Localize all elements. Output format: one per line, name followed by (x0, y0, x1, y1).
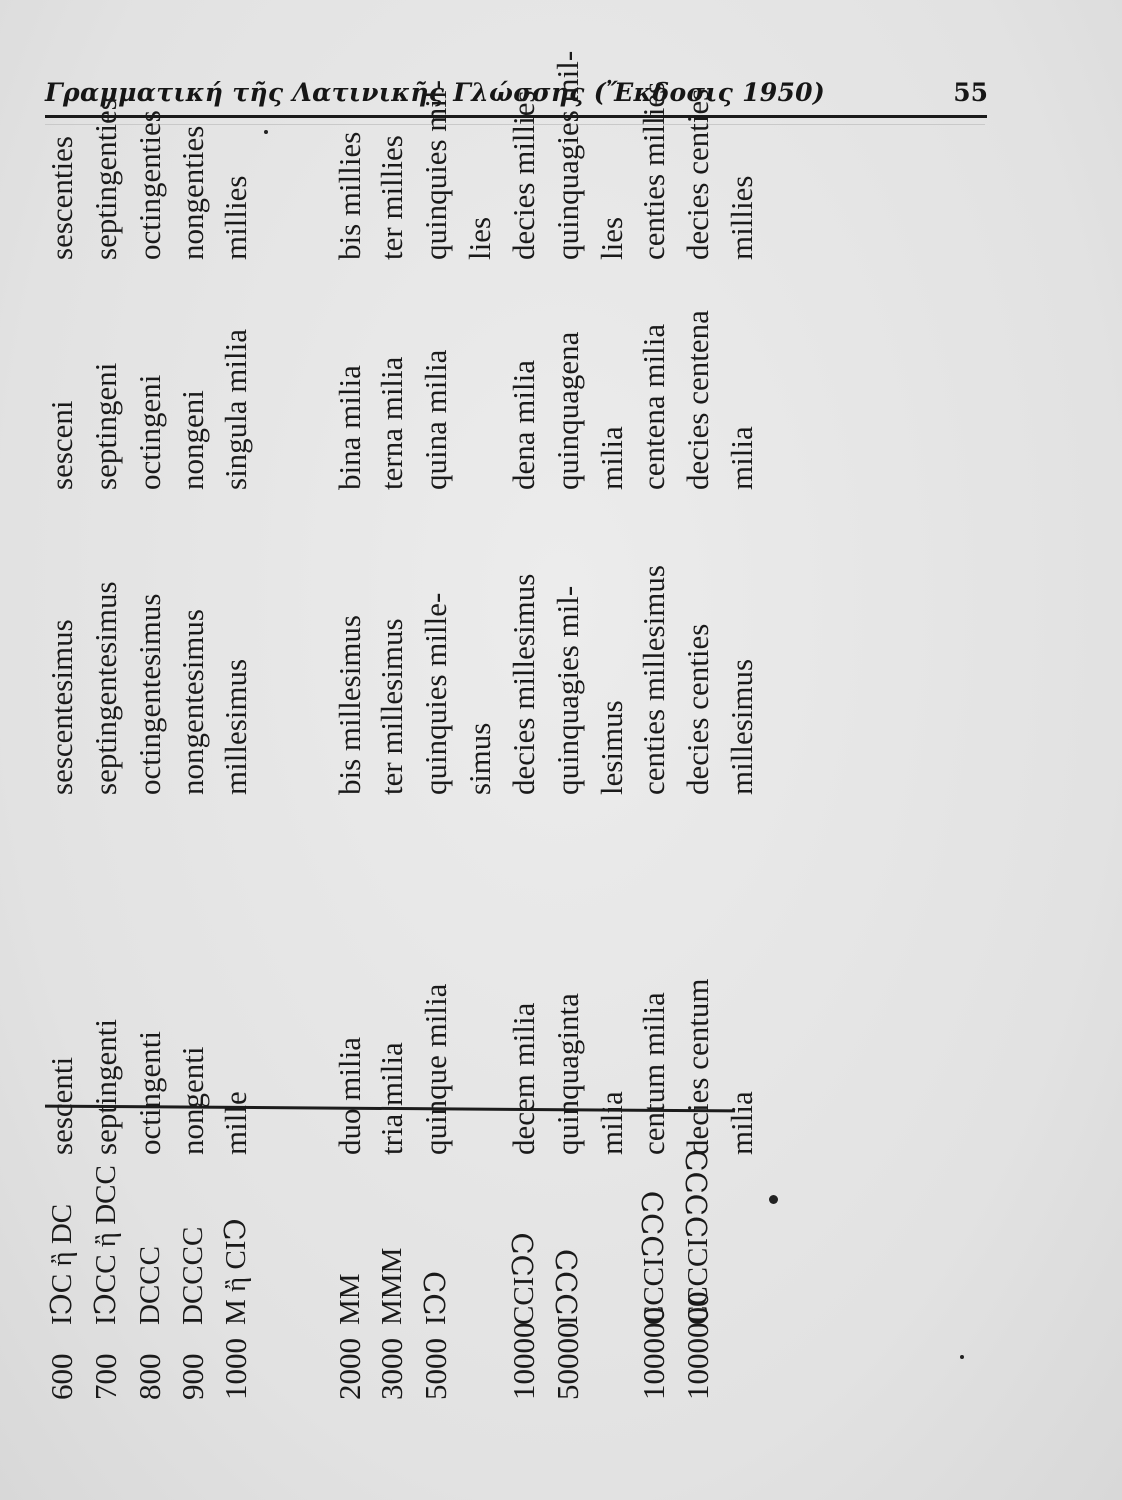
ink-speck (264, 130, 268, 134)
table-cell-ordinal-col: quinquies mille- (418, 592, 453, 795)
table-cell-distributive-col: septingeni (88, 362, 123, 490)
table-cell-cardinal-col: decem milia (506, 1002, 541, 1155)
table-cell-adverb-col: millies (218, 175, 253, 260)
table-cell-cardinal-col: septingenti (88, 1018, 123, 1155)
table-cell-cardinal-col: sescenti (44, 1056, 79, 1155)
table-cell-distributive-col: dena milia (506, 360, 541, 490)
table-cell-number-col: 1000000 (680, 1291, 715, 1400)
table-cell-distributive-col: milia (724, 426, 759, 490)
table-cell-distributive-col: centena milia (636, 323, 671, 490)
table-cell-ordinal-col: decies centies (680, 623, 715, 795)
table-cell-roman-col: IↃCC ἢ DCC (90, 1165, 122, 1325)
table-cell-roman-col: CCCIↃↃↃ (638, 1190, 670, 1325)
table-cell-adverb-col: lies (594, 216, 629, 260)
running-title: Γραμματική τῆς Λατινικῆς Γλώσσης (Ἔκδοσις 1950) (45, 78, 826, 107)
table-cell-ordinal-col: octingentesimus (132, 593, 167, 795)
table-cell-number-col: 3000 (374, 1338, 409, 1400)
table-cell-adverb-col: quinquies mil- (418, 80, 453, 260)
table-cell-distributive-col: milia (594, 426, 629, 490)
table-cell-roman-col: IↃC ἢ DC (46, 1203, 78, 1325)
table-cell-cardinal-col: centum milia (636, 992, 671, 1155)
table-cell-number-col: 5000 (418, 1338, 453, 1400)
table-cell-cardinal-col: quinquaginta (550, 993, 585, 1155)
table-cell-adverb-col: decies millies (506, 90, 541, 260)
table-cell-distributive-col: nongeni (175, 390, 210, 490)
table-cell-number-col: 1000 (218, 1338, 253, 1400)
table-cell-adverb-col: ter millies (374, 135, 409, 260)
table-cell-ordinal-col: lesimus (594, 700, 629, 795)
table-cell-ordinal-col: centies millesimus (636, 565, 671, 795)
table-cell-roman-col: M ἢ CIↃ (220, 1218, 252, 1325)
table-cell-cardinal-col: tria milia (374, 1042, 409, 1155)
table-cell-number-col: 10000 (506, 1322, 541, 1400)
table-cell-distributive-col: quinquagena (550, 331, 585, 490)
page-number: 55 (953, 78, 988, 107)
table-cell-number-col: 600 (44, 1353, 79, 1400)
table-cell-distributive-col: quina milia (418, 349, 453, 490)
table-cell-ordinal-col: nongentesimus (175, 609, 210, 795)
table-cell-ordinal-col: ter millesimus (374, 618, 409, 795)
table-cell-number-col: 100000 (636, 1307, 671, 1400)
table-cell-distributive-col: bina milia (332, 365, 367, 490)
table-cell-distributive-col: decies centena (680, 310, 715, 490)
table-cell-ordinal-col: septingentesimus (88, 581, 123, 795)
table-cell-roman-col: MM (334, 1273, 366, 1325)
table-cell-ordinal-col: simus (462, 722, 497, 795)
table-cell-roman-col: IↃↃↃ (552, 1248, 584, 1325)
table-cell-adverb-col: septingenties (88, 98, 123, 260)
table-cell-ordinal-col: millesimus (724, 658, 759, 795)
table-cell-ordinal-col: bis millesimus (332, 615, 367, 795)
table-cell-distributive-col: terna milia (374, 356, 409, 490)
table-cell-cardinal-col: octingenti (132, 1031, 167, 1155)
table-cell-ordinal-col: sescentesimus (44, 619, 79, 795)
table-cell-cardinal-col: duo milia (332, 1037, 367, 1155)
table-cell-adverb-col: decies centies (680, 88, 715, 260)
table-cell-cardinal-col: quinque milia (418, 983, 453, 1155)
table-cell-number-col: 800 (132, 1353, 167, 1400)
table-cell-ordinal-col: decies millesimus (506, 573, 541, 795)
table-cell-roman-col: DCCC (134, 1246, 166, 1325)
table-cell-adverb-col: centies millies (636, 81, 671, 260)
table-cell-adverb-col: bis millies (332, 131, 367, 260)
table-cell-adverb-col: sescenties (44, 136, 79, 260)
table-cell-roman-col: CCIↃↃ (508, 1232, 540, 1325)
table-cell-adverb-col: nongenties (175, 125, 210, 260)
table-cell-adverb-col: millies (724, 175, 759, 260)
table-cell-ordinal-col: millesimus (218, 658, 253, 795)
table-cell-roman-col: MMM (376, 1247, 408, 1325)
table-cell-cardinal-col: milia (724, 1091, 759, 1155)
table-cell-number-col: 700 (88, 1353, 123, 1400)
table-cell-distributive-col: sesceni (44, 400, 79, 490)
table-cell-roman-col: CCCCIↃↃↃↃ (682, 1149, 714, 1325)
table-cell-cardinal-col: mille (218, 1091, 253, 1155)
table-cell-number-col: 50000 (550, 1322, 585, 1400)
table-cell-cardinal-col: milia (594, 1091, 629, 1155)
table-cell-roman-col: DCCCC (177, 1226, 209, 1325)
ink-speck (960, 1355, 964, 1359)
table-cell-number-col: 2000 (332, 1338, 367, 1400)
table-cell-distributive-col: octingeni (132, 374, 167, 490)
table-cell-ordinal-col: quinquagies mil- (550, 585, 585, 795)
table-cell-cardinal-col: nongenti (175, 1046, 210, 1155)
ink-spot (769, 1195, 778, 1204)
table-cell-roman-col: IↃↃ (420, 1270, 452, 1325)
table-cell-adverb-col: octingenties (132, 110, 167, 260)
table-cell-cardinal-col: decies centum (680, 978, 715, 1155)
table-cell-distributive-col: singula milia (218, 328, 253, 490)
table-cell-adverb-col: lies (462, 216, 497, 260)
table-cell-adverb-col: quinquagies mil- (550, 50, 585, 260)
table-cell-number-col: 900 (175, 1353, 210, 1400)
